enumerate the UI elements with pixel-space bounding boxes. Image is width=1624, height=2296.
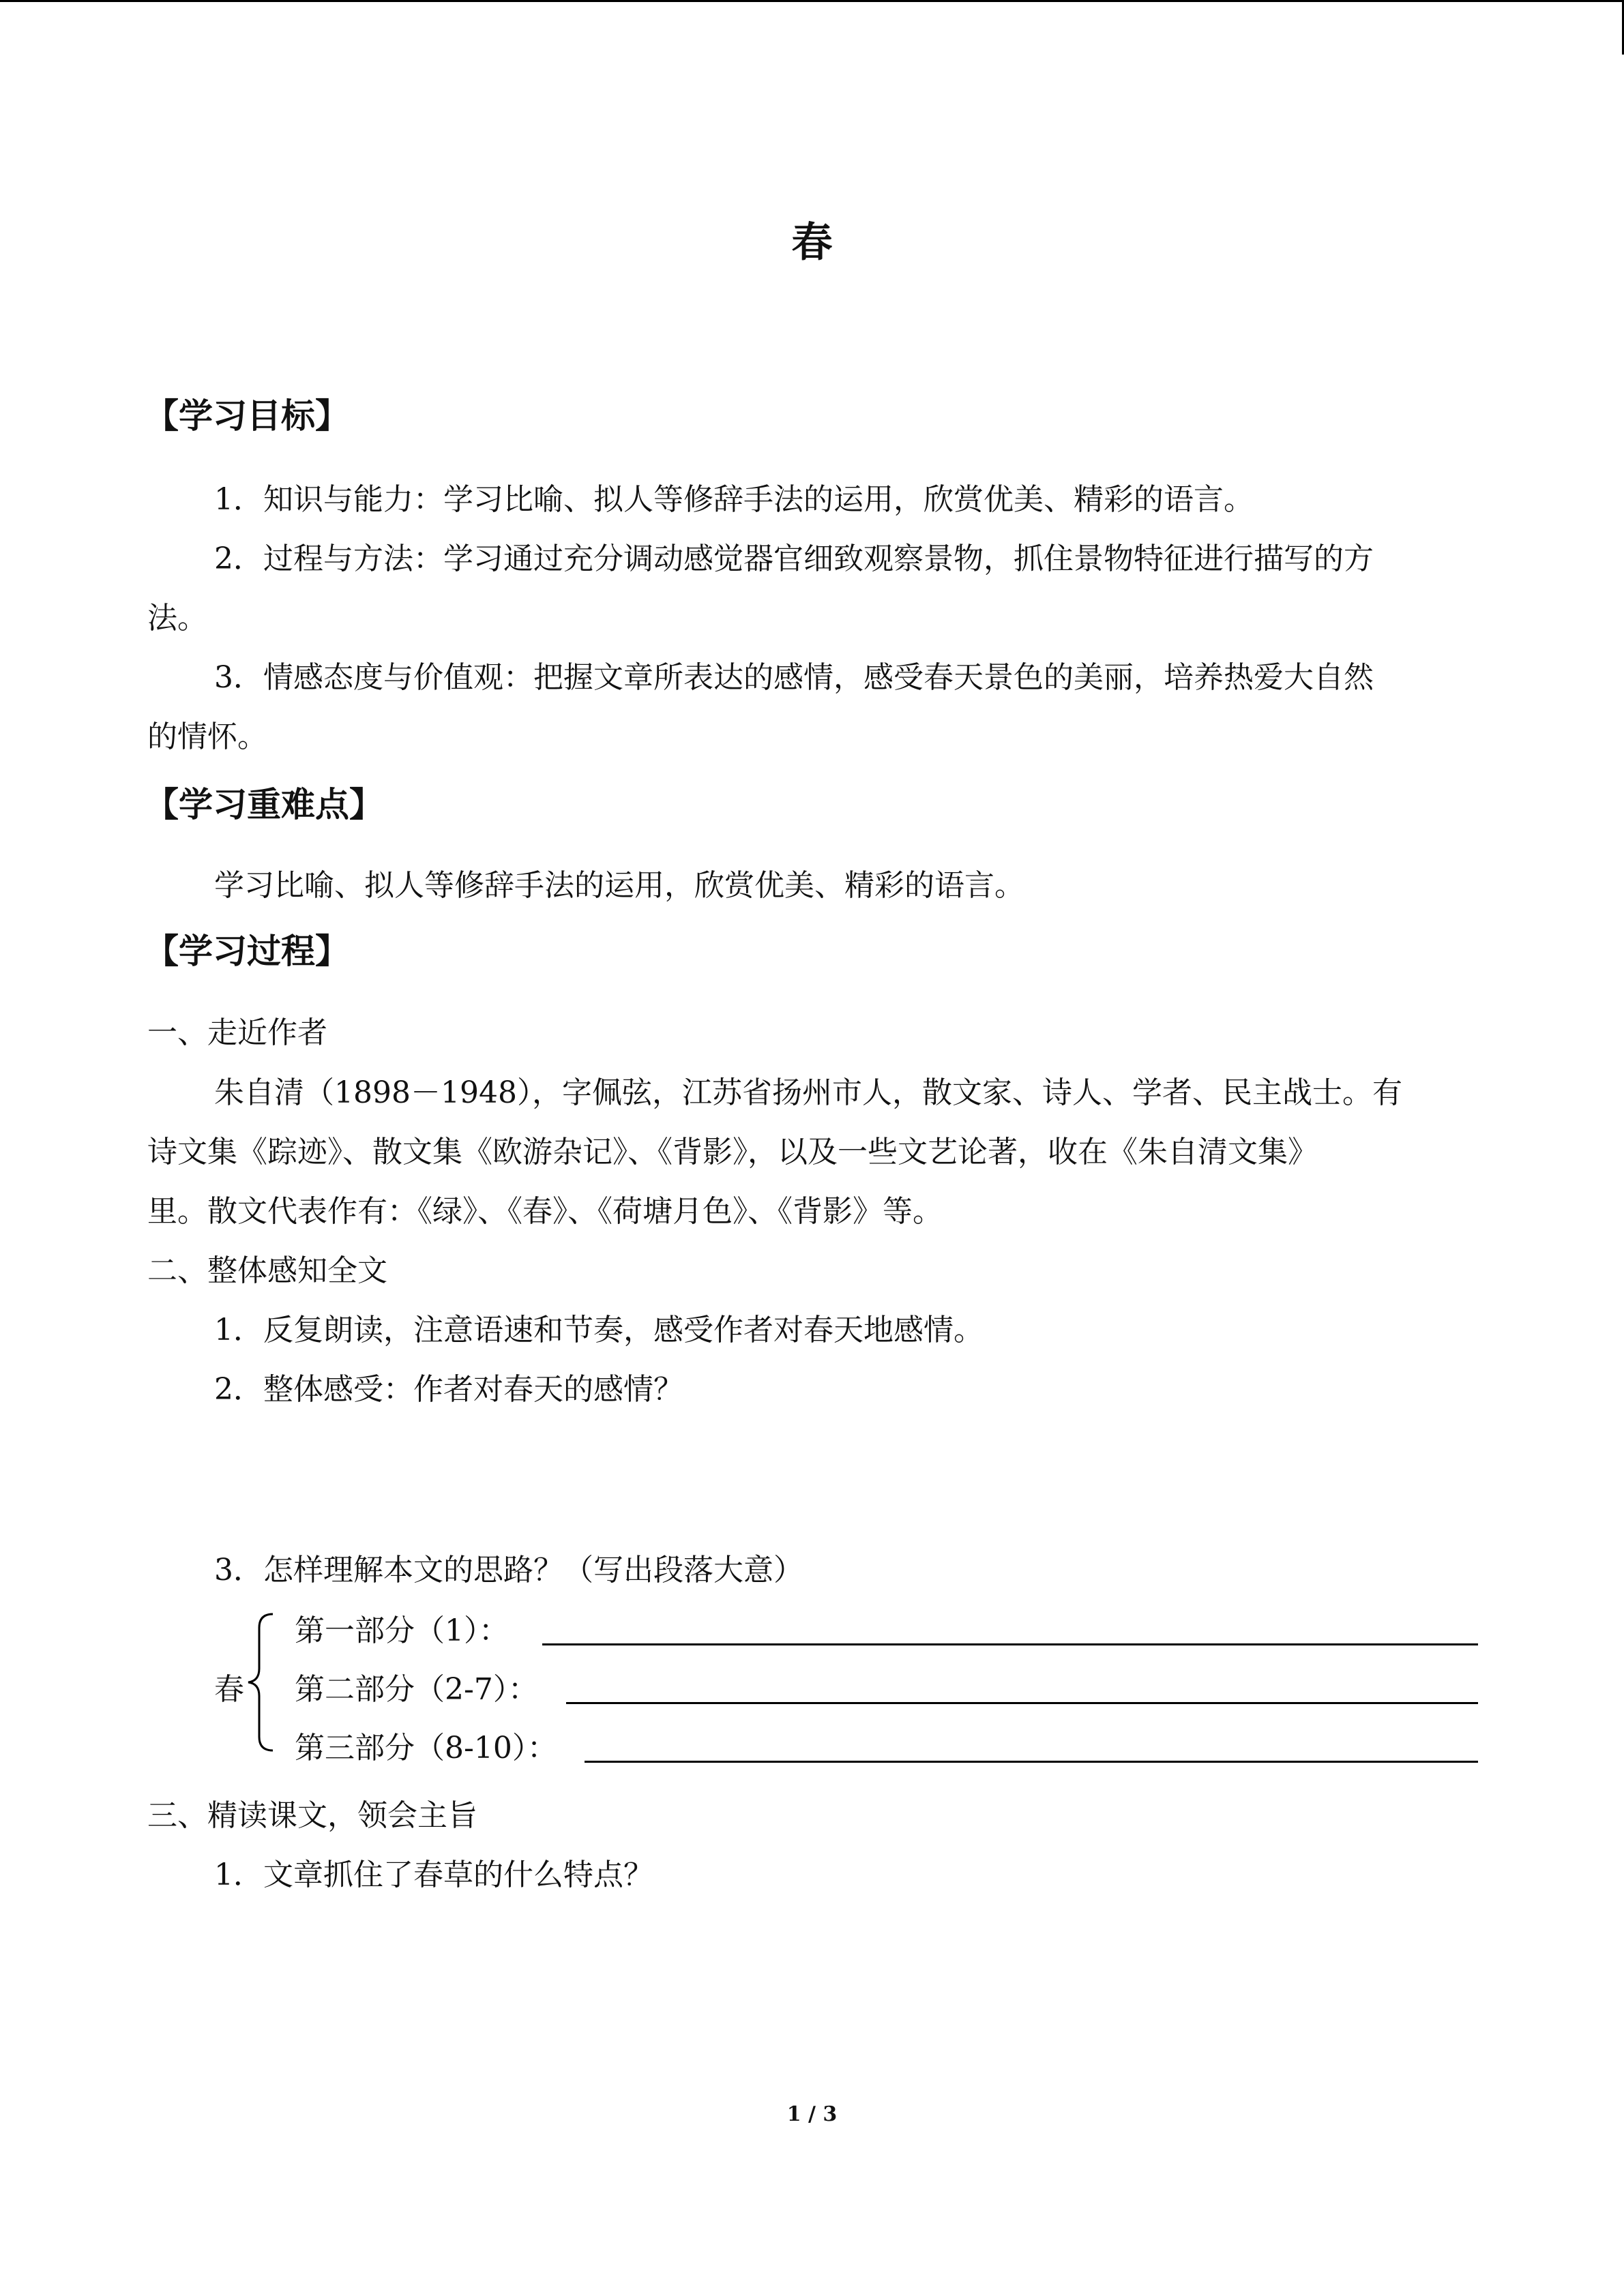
part2-question-3: 3．怎样理解本文的思路？（写出段落大意） — [214, 1553, 803, 1587]
part2-question-1: 1．反复朗读，注意语速和节奏，感受作者对春天地感情。 — [214, 1313, 984, 1347]
objective-line-2-cont: 法。 — [147, 601, 207, 636]
process-heading: 【学习过程】 — [145, 931, 349, 971]
objectives-heading: 【学习目标】 — [145, 396, 349, 436]
page-number: 1 / 3 — [786, 2102, 838, 2126]
part1-title: 一、走近作者 — [147, 1015, 327, 1050]
outline-part-1-label: 第一部分（1）： — [295, 1613, 509, 1648]
top-border — [0, 0, 1624, 2]
objective-line-3-cont: 的情怀。 — [147, 719, 267, 754]
brace-label: 春 — [214, 1672, 244, 1707]
outline-part-2-blank[interactable] — [566, 1702, 1478, 1704]
page-title: 春 — [791, 219, 833, 267]
objective-line-2: 2．过程与方法：学习通过充分调动感觉器官细致观察景物，抓住景物特征进行描写的方 — [214, 541, 1374, 576]
outline-part-1-blank[interactable] — [542, 1643, 1478, 1645]
objective-line-1: 1．知识与能力：学习比喻、拟人等修辞手法的运用，欣赏优美、精彩的语言。 — [214, 482, 1254, 517]
part2-title: 二、整体感知全文 — [147, 1253, 387, 1288]
part3-title: 三、精读课文，领会主旨 — [147, 1798, 477, 1833]
outline-part-3-blank[interactable] — [585, 1761, 1478, 1763]
author-line-1: 朱自清（1898－1948），字佩弦，江苏省扬州市人，散文家、诗人、学者、民主战士。有 — [214, 1075, 1402, 1110]
outline-part-2-label: 第二部分（2-7）： — [295, 1672, 538, 1707]
author-line-2: 诗文集《踪迹》、散文集《欧游杂记》、《背影》，以及一些文艺论著，收在《朱自清文集》 — [147, 1135, 1318, 1169]
keypoints-text: 学习比喻、拟人等修辞手法的运用，欣赏优美、精彩的语言。 — [214, 868, 1024, 903]
author-line-3: 里。散文代表作有：《绿》、《春》、《荷塘月色》、《背影》等。 — [147, 1194, 943, 1229]
part2-question-2: 2．整体感受：作者对春天的感情？ — [214, 1372, 683, 1407]
part3-question-1: 1．文章抓住了春草的什么特点？ — [214, 1858, 653, 1892]
outline-part-3-label: 第三部分（8-10）： — [295, 1731, 557, 1765]
objective-line-3: 3．情感态度与价值观：把握文章所表达的感情，感受春天景色的美丽，培养热爱大自然 — [214, 660, 1374, 695]
curly-brace — [246, 1611, 280, 1754]
keypoints-heading: 【学习重难点】 — [145, 784, 383, 824]
